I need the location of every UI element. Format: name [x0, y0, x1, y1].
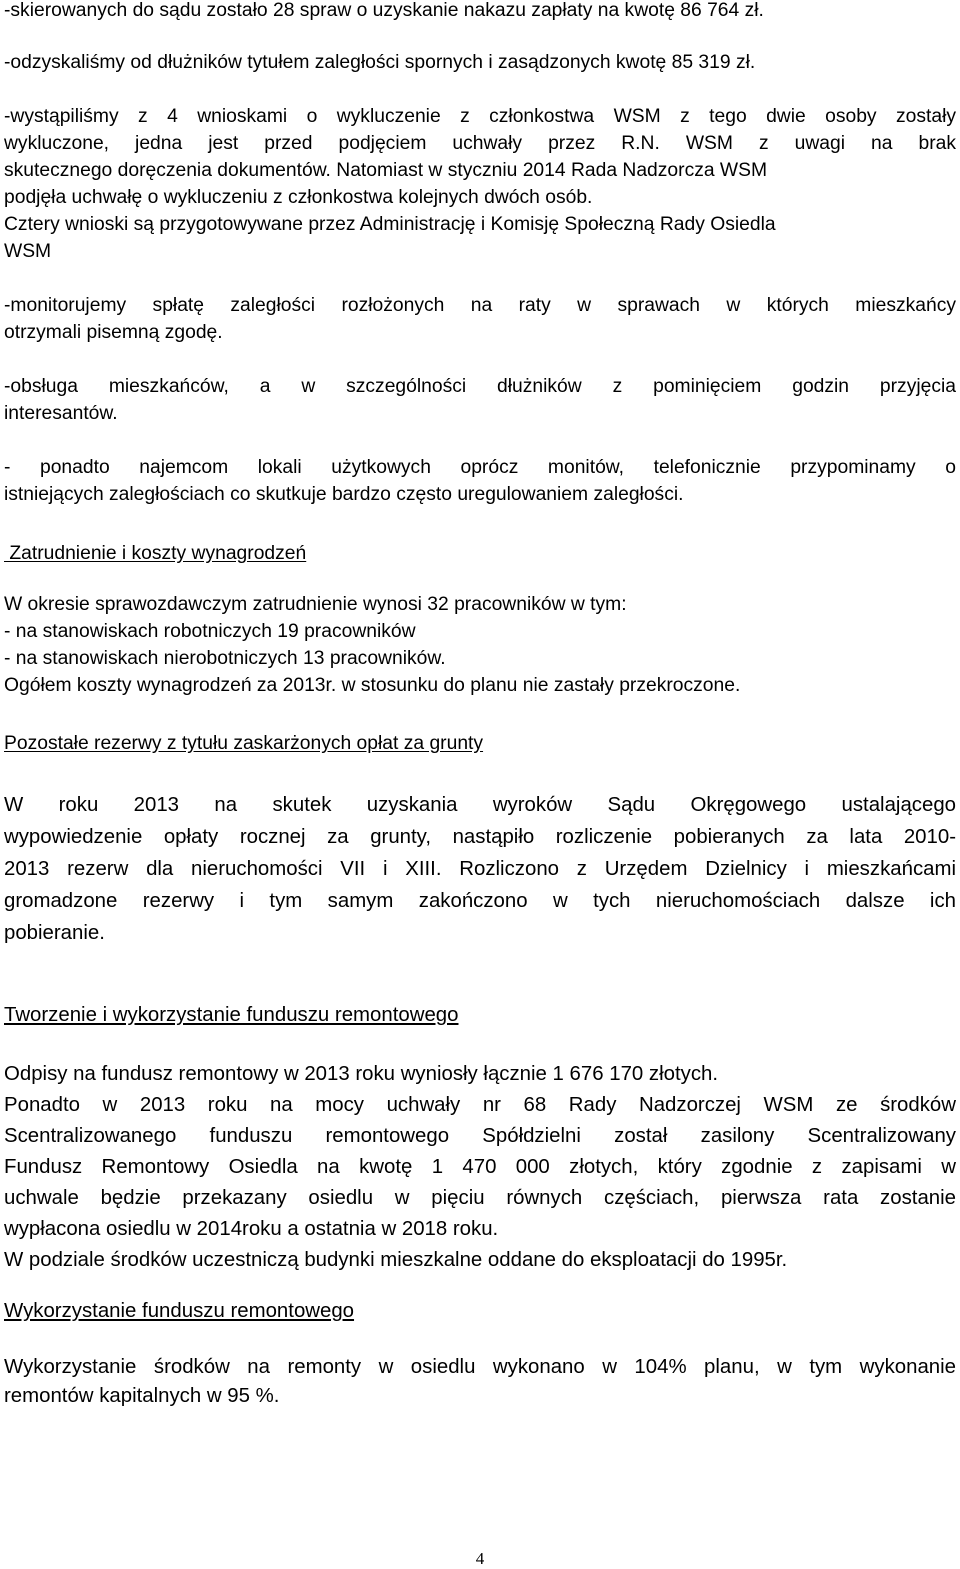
heading-reserves: Pozostałe rezerwy z tytułu zaskarżonych opłat za grunty [4, 733, 484, 754]
paragraph-monitoring-line-2: otrzymali pisemną zgodę. [4, 322, 223, 343]
fund-line-2: Ponadto w 2013 roku na mocy uchwały nr 68 Rady Nadzorczej WSM ze środków [4, 1094, 956, 1116]
page-number: 4 [475, 1549, 485, 1568]
fund-line-7: W podziale środków uczestniczą budynki mieszkalne oddane do eksploatacji do 1995r. [4, 1249, 788, 1271]
employment-line-2: - na stanowiskach robotniczych 19 pracowników [4, 621, 416, 642]
fund-line-3: Scentralizowanego funduszu remontowego Spółdzielni został zasilony Scentralizowany [4, 1125, 956, 1147]
paragraph-exclusion-line-1: -wystąpiliśmy z 4 wnioskami o wykluczenie z członkostwa WSM z tego dwie osoby zostały [4, 106, 956, 127]
paragraph-recovered-amount: -odzyskaliśmy od dłużników tytułem zaległości spornych i zasądzonych kwotę 85 319 zł. [4, 52, 756, 73]
paragraph-exclusion-line-6: WSM [4, 241, 52, 262]
usage-line-1: Wykorzystanie środków na remonty w osiedlu wykonano w 104% planu, w tym wykonanie [4, 1356, 956, 1378]
employment-line-3: - na stanowiskach nierobotniczych 13 pracowników. [4, 648, 446, 669]
reserves-line-2: wypowiedzenie opłaty rocznej za grunty, nastąpiło rozliczenie pobieranych za lata 2010- [4, 826, 956, 848]
fund-line-1: Odpisy na fundusz remontowy w 2013 roku wyniosły łącznie 1 676 170 złotych. [4, 1063, 719, 1085]
usage-line-2: remontów kapitalnych w 95 %. [4, 1385, 280, 1407]
heading-fund-creation: Tworzenie i wykorzystanie funduszu remontowego [4, 1004, 459, 1026]
reserves-line-4: gromadzone rezerwy i tym samym zakończono w tych nieruchomościach dalsze ich [4, 890, 956, 912]
heading-fund-usage: Wykorzystanie funduszu remontowego [4, 1300, 355, 1322]
employment-line-4: Ogółem koszty wynagrodzeń za 2013r. w stosunku do planu nie zastały przekroczone. [4, 675, 741, 696]
paragraph-service-line-1: -obsługa mieszkańców, a w szczególności dłużników z pominięciem godzin przyjęcia [4, 376, 956, 397]
paragraph-service-line-2: interesantów. [4, 403, 118, 424]
fund-line-5: uchwale będzie przekazany osiedlu w pięciu równych częściach, pierwsza rata zostanie [4, 1187, 956, 1209]
paragraph-monitoring-line-1: -monitorujemy spłatę zaległości rozłożonych na raty w sprawach w których mieszkańcy [4, 295, 956, 316]
reserves-line-5: pobieranie. [4, 922, 105, 944]
paragraph-exclusion-line-3: skutecznego doręczenia dokumentów. Natomiast w styczniu 2014 Rada Nadzorcza WSM [4, 160, 768, 181]
employment-line-1: W okresie sprawozdawczym zatrudnienie wynosi 32 pracowników w tym: [4, 594, 627, 615]
paragraph-exclusion-line-4: podjęła uchwałę o wykluczeniu z członkostwa kolejnych dwóch osób. [4, 187, 593, 208]
paragraph-tenants-line-1: - ponadto najemcom lokali użytkowych oprócz monitów, telefonicznie przypominamy o [4, 457, 956, 478]
fund-line-6: wypłacona osiedlu w 2014roku a ostatnia w 2018 roku. [4, 1218, 499, 1240]
fund-line-4: Fundusz Remontowy Osiedla na kwotę 1 470 000 złotych, który zgodnie z zapisami w [4, 1156, 956, 1178]
heading-employment: Zatrudnienie i koszty wynagrodzeń [4, 543, 307, 564]
reserves-line-1: W roku 2013 na skutek uzyskania wyroków Sądu Okręgowego ustalającego [4, 794, 956, 816]
paragraph-court-cases: -skierowanych do sądu zostało 28 spraw o uzyskanie nakazu zapłaty na kwotę 86 764 zł. [4, 0, 764, 21]
paragraph-exclusion-line-5: Cztery wnioski są przygotowywane przez Administrację i Komisję Społeczną Rady Osiedla [4, 214, 776, 235]
reserves-line-3: 2013 rezerw dla nieruchomości VII i XIII. Rozliczono z Urzędem Dzielnicy i mieszkańcami [4, 858, 956, 880]
paragraph-tenants-line-2: istniejących zaległościach co skutkuje bardzo często uregulowaniem zaległości. [4, 484, 684, 505]
paragraph-exclusion-line-2: wykluczone, jedna jest przed podjęciem uchwały przez R.N. WSM z uwagi na brak [4, 133, 956, 154]
